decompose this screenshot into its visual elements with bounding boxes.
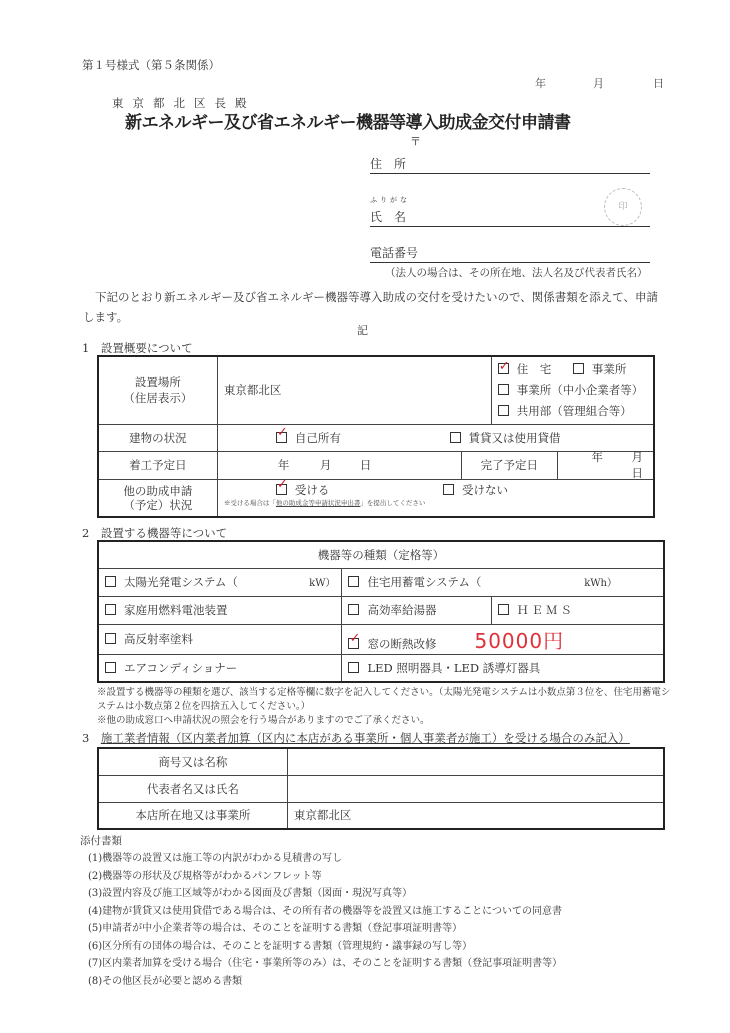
checkbox-self-owned[interactable]: ✓ 自己所有 [276,431,341,445]
building-label: 建物の状況 [98,424,217,451]
checkbox-icon [276,484,287,495]
equipment-reflective-paint[interactable]: 高反射率塗料 [98,624,342,654]
checkbox-icon [105,604,116,615]
equipment-hems[interactable]: ＨＥＭＳ [492,596,664,624]
installation-overview-table [97,355,655,518]
seal-mark: 印 [604,188,642,226]
location-value: 東京都北区 [223,383,282,398]
attachment-item: (3)設置内容及び施工区域等がわかる図面及び書類（図面・現況写真等） [88,888,413,899]
location-label-1: 設置場所 [134,375,181,390]
end-date-field[interactable]: 年 月日 [591,450,643,480]
equipment-table [97,540,665,683]
ki-mark: 記 [357,324,368,337]
head-office-label: 本店所在地又は事業所 [98,802,287,829]
attachments-heading: 添付書類 [80,835,122,847]
checkbox-icon [498,405,509,416]
checkbox-icon [348,576,359,587]
equipment-led[interactable]: LED 照明器具・LED 誘導灯器具 [342,654,664,682]
equipment-battery[interactable]: 住宅用蓄電システム（ kWh） [342,568,664,596]
attachment-item: (4)建物が賃貸又は使用貸借である場合は、その所有者の機器等を設置又は施工することについての同意書 [88,905,562,917]
checkbox-icon [348,662,359,673]
equipment-note-2: ※他の助成窓口へ申請状況の照会を行う場合がありますのでご了承ください。 [97,715,430,726]
checkbox-icon [498,604,509,615]
representative-field[interactable] [287,775,664,802]
start-date-field[interactable]: 年 月 日 [217,451,461,479]
attachments-list [88,850,562,990]
equipment-solar[interactable]: 太陽光発電システム（ kW） [98,568,342,596]
section3-heading: 3 施工業者情報（区内業者加算（区内に本店がある事業所・個人事業者が施工）を受ける場合のみ記入） [82,731,630,745]
corporation-note: （法人の場合は、その所在地、法人名及び代表者氏名） [385,267,648,279]
equipment-air-conditioner[interactable]: エアコンディショナー [98,654,342,682]
checkbox-icon [105,576,116,587]
section2-heading: 2 設置する機器等について [82,526,228,540]
contractor-name-field[interactable] [287,748,664,775]
other-subsidy-options-cell [217,479,654,517]
location-label-cell [98,356,217,424]
equipment-notes [97,686,672,728]
equipment-water-heater[interactable]: 高効率給湯器 [342,596,492,624]
phone-label: 電話番号 [370,246,419,260]
form-number: 第１号様式（第５条関係） [82,58,220,72]
phone-field[interactable] [370,244,650,263]
checkbox-icon [443,484,454,495]
contractor-name-label: 商号又は名称 [98,748,287,775]
attachment-item: (1)機器等の設置又は施工等の内訳がわかる見積書の写し [88,853,343,864]
checkbox-residence[interactable]: ✓住 宅 [498,362,552,376]
intro-paragraph: 下記のとおり新エネルギー及び省エネルギー機器等導入助成の交付を受けたいので、関係書類を添えて、申請します。 [83,290,659,324]
equipment-fuel-cell[interactable]: 家庭用燃料電池装置 [98,596,342,624]
building-options-cell [217,424,654,451]
checkbox-icon [348,638,359,649]
other-subsidy-label-1: 他の助成申請 [123,483,193,498]
document-title: 新エネルギー及び省エネルギー機器等導入助成金交付申請書 [125,113,571,133]
location-value-cell[interactable] [217,356,491,424]
start-date-label: 着工予定日 [98,451,217,479]
other-subsidy-label-2: （予定）状況 [123,497,193,512]
head-office-field[interactable]: 東京都北区 [287,802,664,829]
equipment-note-1: ※設置する機器等の種類を選び、該当する定格等欄に数字を記入してください。（太陽光発電システムは小数点第３位を、住宅用蓄電システムは小数点第２位を四捨五入してください。） [97,687,671,712]
address-label: 住 所 [370,157,407,171]
checkbox-office[interactable]: 事業所 [573,362,627,376]
date-month: 月 [593,77,604,90]
checkbox-icon [498,384,509,395]
application-date [535,75,664,91]
checkbox-icon [276,432,287,443]
attachment-item: (6)区分所有の団体の場合は、そのことを証明する書類（管理規約・議事録の写し等） [88,940,473,952]
checkbox-not-receive[interactable]: 受けない [443,483,508,497]
checkbox-icon [498,363,509,374]
representative-label: 代表者名又は氏名 [98,775,287,802]
checkbox-icon [348,604,359,615]
other-subsidy-note: ※受ける場合は「他の助成金等申請状況申出書」を提出してください [223,498,426,507]
contractor-table [97,747,665,830]
other-subsidy-form-link[interactable]: 他の助成金等申請状況申出書 [275,498,361,507]
checkbox-icon [450,432,461,443]
postal-mark: 〒 [410,135,421,148]
attachment-item: (7)区内業者加算を受ける場合（住宅・事業所等のみ）は、そのことを証明する書類（登記事項証明書等） [88,958,563,969]
address-field[interactable] [370,155,650,174]
checkbox-common-area[interactable]: 共用部（管理組合等） [498,401,647,422]
date-year: 年 [535,77,546,90]
location-label-2: （住居表示） [123,391,193,406]
checkbox-sme-office[interactable]: 事業所（中小企業者等） [498,380,647,401]
furigana-label: ふりがな [370,196,410,204]
name-label: 氏 名 [370,210,407,224]
equipment-window-insulation[interactable]: ✓ 窓の断熱改修 50000円 [342,624,664,654]
location-type-cell [491,356,654,424]
checkbox-icon [105,633,116,644]
section1-heading: 1 設置概要について [82,341,193,355]
attachment-item: (2)機器等の形状及び規格等がわかるパンフレット等 [88,870,322,882]
checkbox-rented[interactable]: 賃貸又は使用貸借 [450,431,561,445]
attachment-item: (5)申請者が中小企業者等の場合は、そのことを証明する書類（登記事項証明書等） [88,923,463,934]
end-date-label: 完了予定日 [462,452,558,479]
addressee: 東京都北区長殿 [112,96,256,110]
attachment-item: (8)その他区長が必要と認める書類 [88,975,243,987]
checkbox-icon [573,363,584,374]
end-date-group [461,451,654,479]
checkbox-receive[interactable]: ✓受ける [276,483,330,497]
checkbox-icon [105,662,116,673]
date-day: 日 [653,77,664,90]
equipment-table-header: 機器等の種類（定格等） [98,541,664,568]
handwritten-amount: 50000円 [474,628,565,653]
other-subsidy-label-cell [98,479,217,517]
